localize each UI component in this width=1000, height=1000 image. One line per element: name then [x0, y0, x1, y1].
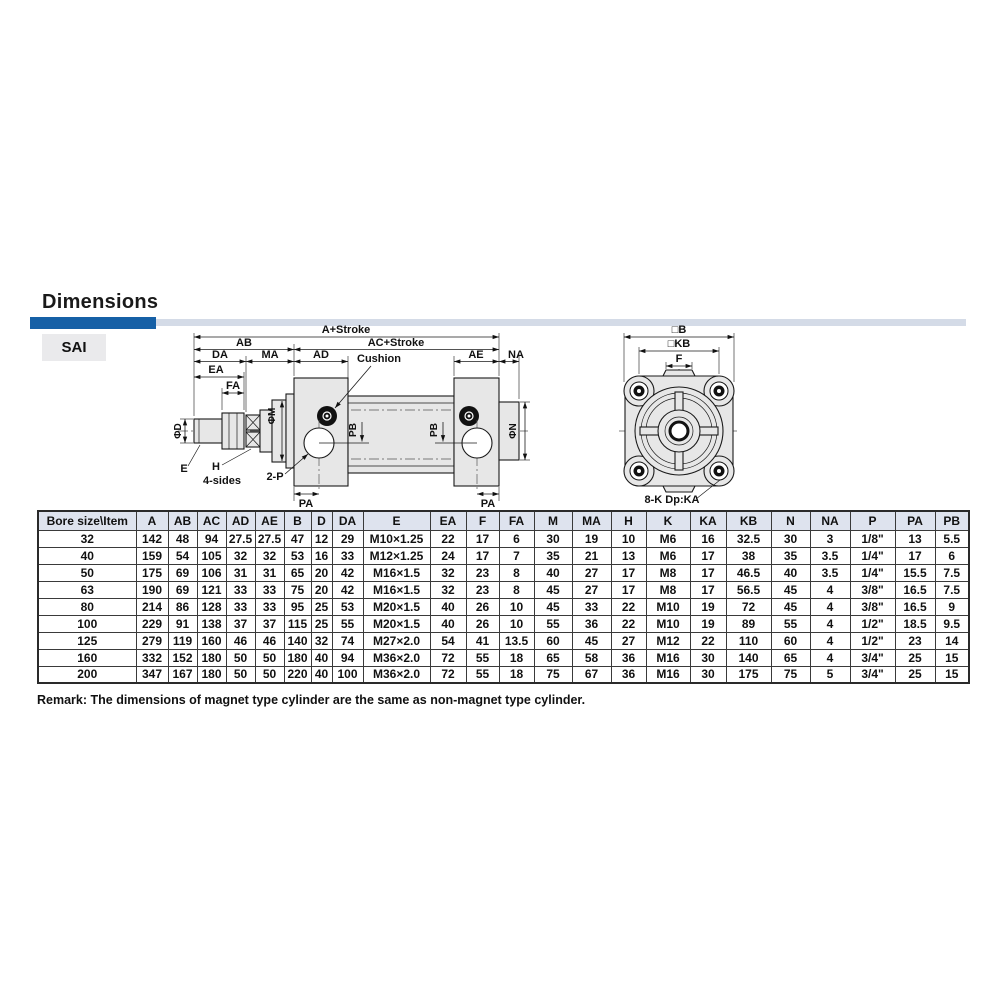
dim-label-f: F [675, 353, 683, 365]
dim-label-a-stroke: A+Stroke [321, 324, 371, 336]
dimension-cell: 21 [572, 547, 611, 564]
dimension-cell: 20 [311, 564, 332, 581]
dimensions-table-header-row [38, 511, 969, 530]
dimension-cell: 9.5 [935, 615, 969, 632]
dim-label-ac-stroke: AC+Stroke [367, 337, 425, 349]
dimension-cell: 50 [255, 649, 284, 666]
dimension-cell: 7 [499, 547, 534, 564]
dimension-cell: 128 [197, 598, 226, 615]
dimension-cell: 106 [197, 564, 226, 581]
dimension-cell: 17 [690, 547, 726, 564]
dimension-cell: 7.5 [935, 581, 969, 598]
callout-h: H [212, 461, 220, 473]
dimension-cell: 16.5 [895, 581, 935, 598]
dimension-cell: 40 [430, 598, 466, 615]
dimension-cell: 32 [430, 581, 466, 598]
dimension-cell: 86 [168, 598, 197, 615]
dimension-cell: 30 [771, 530, 810, 547]
dimension-cell: 8 [499, 581, 534, 598]
column-header-f: F [466, 511, 499, 530]
dimension-cell: 36 [611, 649, 646, 666]
dimension-cell: 33 [226, 598, 255, 615]
dimension-cell: 10 [499, 598, 534, 615]
mounting-hole [630, 462, 648, 480]
dimension-cell: 40 [311, 666, 332, 683]
dimension-cell: 65 [284, 564, 311, 581]
dimension-cell: 17 [611, 581, 646, 598]
dimension-cell: 95 [284, 598, 311, 615]
dimension-cell: 75 [534, 666, 572, 683]
dim-label-pb: PB [429, 423, 440, 437]
dimension-cell: 105 [197, 547, 226, 564]
dimension-cell: 46 [226, 632, 255, 649]
callout-cushion: Cushion [357, 353, 401, 365]
dimension-cell: 190 [136, 581, 168, 598]
dimension-cell: 220 [284, 666, 311, 683]
dimension-cell: 54 [168, 547, 197, 564]
dimension-cell: 58 [572, 649, 611, 666]
dimension-cell: 4 [810, 615, 850, 632]
dimension-cell: 55 [466, 649, 499, 666]
dimension-cell: 72 [726, 598, 771, 615]
dimension-cell: 15.5 [895, 564, 935, 581]
callout-mounting-holes: 8-K Dp:KA [644, 494, 700, 506]
dimension-cell: 60 [534, 632, 572, 649]
dimension-cell: M8 [646, 564, 690, 581]
dimension-cell: 45 [572, 632, 611, 649]
table-row [38, 581, 969, 598]
dimension-cell: M16×1.5 [363, 581, 430, 598]
dimension-cell: 30 [534, 530, 572, 547]
callout-four-sides: 4-sides [203, 475, 241, 487]
dimension-cell: 91 [168, 615, 197, 632]
dimension-cell: M10 [646, 615, 690, 632]
dimension-cell: 10 [499, 615, 534, 632]
dimension-cell: 180 [197, 649, 226, 666]
cushion-screw-icon [317, 406, 337, 426]
dim-label-phi-d: ΦD [173, 423, 184, 439]
dimension-cell: 48 [168, 530, 197, 547]
column-header-ac: AC [197, 511, 226, 530]
dimension-cell: 54 [430, 632, 466, 649]
column-header-b: B [284, 511, 311, 530]
dimension-cell: 167 [168, 666, 197, 683]
dimension-cell: 22 [430, 530, 466, 547]
bore-size-cell: 40 [38, 547, 136, 564]
table-row [38, 615, 969, 632]
dimension-cell: 140 [726, 649, 771, 666]
dimension-cell: 94 [197, 530, 226, 547]
dimension-cell: 75 [771, 666, 810, 683]
column-header-da: DA [332, 511, 363, 530]
dimension-cell: 22 [690, 632, 726, 649]
dim-label-ad: AD [313, 349, 329, 361]
dimension-cell: 40 [771, 564, 810, 581]
table-row [38, 666, 969, 683]
dimension-cell: 100 [332, 666, 363, 683]
title-accent-bar [30, 317, 156, 329]
dimension-cell: 23 [466, 581, 499, 598]
dimension-cell: 6 [499, 530, 534, 547]
dimension-cell: 110 [726, 632, 771, 649]
dimension-cell: 24 [430, 547, 466, 564]
dimension-cell: 26 [466, 598, 499, 615]
dimension-cell: M10 [646, 598, 690, 615]
dimension-cell: M20×1.5 [363, 615, 430, 632]
dimension-cell: 27.5 [226, 530, 255, 547]
dimension-cell: 42 [332, 581, 363, 598]
dimension-cell: M20×1.5 [363, 598, 430, 615]
column-header-ab: AB [168, 511, 197, 530]
dimension-cell: 29 [332, 530, 363, 547]
cylinder-side-view [173, 324, 530, 510]
dimension-cell: 121 [197, 581, 226, 598]
dimension-cell: 16 [690, 530, 726, 547]
dimension-cell: M6 [646, 530, 690, 547]
dim-label-square-b: □B [671, 324, 687, 336]
dimension-cell: 3/4" [850, 649, 895, 666]
dimension-cell: 214 [136, 598, 168, 615]
dimension-cell: 53 [284, 547, 311, 564]
dimension-cell: 22 [611, 615, 646, 632]
column-header-h: H [611, 511, 646, 530]
dimension-cell: 229 [136, 615, 168, 632]
dimension-cell: 60 [771, 632, 810, 649]
dimension-cell: 138 [197, 615, 226, 632]
dimension-cell: 12 [311, 530, 332, 547]
dimension-cell: 33 [255, 581, 284, 598]
mounting-hole [710, 462, 728, 480]
column-header-a: A [136, 511, 168, 530]
dimension-cell: 19 [690, 615, 726, 632]
dimension-cell: 13.5 [499, 632, 534, 649]
dimension-cell: 17 [895, 547, 935, 564]
dimension-cell: 23 [895, 632, 935, 649]
dimension-cell: 69 [168, 564, 197, 581]
dimension-cell: 69 [168, 581, 197, 598]
dimension-cell: 175 [726, 666, 771, 683]
dimension-cell: M16×1.5 [363, 564, 430, 581]
dimension-cell: 17 [690, 581, 726, 598]
dimension-cell: 50 [255, 666, 284, 683]
column-header-bore-size-item: Bore size\Item [38, 511, 136, 530]
dim-label-pb: PB [348, 423, 359, 437]
dim-label-phi-m: ΦM [267, 407, 278, 425]
column-header-kb: KB [726, 511, 771, 530]
dim-label-ea: EA [208, 364, 224, 376]
dimension-cell: 94 [332, 649, 363, 666]
table-row [38, 547, 969, 564]
dimension-cell: 27.5 [255, 530, 284, 547]
column-header-p: P [850, 511, 895, 530]
dimension-cell: 41 [466, 632, 499, 649]
dimension-cell: 50 [226, 666, 255, 683]
dimension-cell: 65 [771, 649, 810, 666]
dimension-cell: 8 [499, 564, 534, 581]
dim-label-pa: PA [480, 498, 496, 510]
dimension-cell: 36 [572, 615, 611, 632]
dim-label-fa: FA [225, 380, 241, 392]
dimension-cell: 72 [430, 649, 466, 666]
dimension-cell: 33 [255, 598, 284, 615]
dimension-cell: M27×2.0 [363, 632, 430, 649]
dimension-cell: 67 [572, 666, 611, 683]
dimension-cell: 4 [810, 581, 850, 598]
dimension-cell: 279 [136, 632, 168, 649]
dimension-cell: 7.5 [935, 564, 969, 581]
dimension-cell: 14 [935, 632, 969, 649]
dimension-cell: 3/8" [850, 581, 895, 598]
series-badge: SAI [42, 334, 106, 361]
column-header-fa: FA [499, 511, 534, 530]
dim-label-square-kb: □KB [667, 338, 691, 350]
dimension-cell: 1/4" [850, 547, 895, 564]
dimension-cell: 55 [771, 615, 810, 632]
dimension-cell: 89 [726, 615, 771, 632]
dimension-cell: 30 [690, 666, 726, 683]
dimension-cell: 119 [168, 632, 197, 649]
dimension-cell: 30 [690, 649, 726, 666]
callout-e: E [180, 463, 188, 475]
dimension-cell: 160 [197, 632, 226, 649]
remark-text: Remark: The dimensions of magnet type cylinder are the same as non-magnet type cylinder. [37, 693, 586, 707]
dimension-cell: 175 [136, 564, 168, 581]
table-row [38, 649, 969, 666]
dimension-cell: 115 [284, 615, 311, 632]
dimension-cell: 40 [430, 615, 466, 632]
dimension-cell: 32 [226, 547, 255, 564]
dimension-cell: M16 [646, 666, 690, 683]
table-row [38, 632, 969, 649]
dimension-cell: 32.5 [726, 530, 771, 547]
dim-label-da: DA [212, 349, 228, 361]
column-header-ae: AE [255, 511, 284, 530]
dimension-cell: M12×1.25 [363, 547, 430, 564]
bore-size-cell: 32 [38, 530, 136, 547]
dimension-cell: 31 [255, 564, 284, 581]
dimension-cell: 72 [430, 666, 466, 683]
column-header-ad: AD [226, 511, 255, 530]
dimension-cell: 152 [168, 649, 197, 666]
dimension-cell: 25 [311, 598, 332, 615]
dimension-cell: 50 [226, 649, 255, 666]
dimension-cell: 180 [197, 666, 226, 683]
dimension-cell: 140 [284, 632, 311, 649]
dimension-cell: 3/4" [850, 666, 895, 683]
mounting-hole [710, 382, 728, 400]
dimension-cell: 5.5 [935, 530, 969, 547]
dimension-cell: 33 [332, 547, 363, 564]
dimension-cell: 20 [311, 581, 332, 598]
cushion-screw-icon [459, 406, 479, 426]
dimension-cell: 17 [690, 564, 726, 581]
dimension-cell: 4 [810, 649, 850, 666]
dimension-cell: 53 [332, 598, 363, 615]
dimension-cell: 17 [466, 530, 499, 547]
dimension-cell: 159 [136, 547, 168, 564]
column-header-e: E [363, 511, 430, 530]
dimension-cell: 1/8" [850, 530, 895, 547]
dimension-cell: 25 [895, 649, 935, 666]
dimension-cell: M16 [646, 649, 690, 666]
table-row [38, 598, 969, 615]
dimension-cell: 38 [726, 547, 771, 564]
dim-label-phi-n: ΦN [508, 423, 519, 439]
bore-size-cell: 80 [38, 598, 136, 615]
dimension-cell: 65 [534, 649, 572, 666]
column-header-pb: PB [935, 511, 969, 530]
dimension-cell: 5 [810, 666, 850, 683]
dim-label-ae: AE [468, 349, 484, 361]
dimension-cell: 15 [935, 649, 969, 666]
page-title: Dimensions [42, 291, 159, 313]
dim-label-pa: PA [298, 498, 314, 510]
dimension-cell: 16 [311, 547, 332, 564]
dimension-cell: 37 [226, 615, 255, 632]
bore-size-cell: 125 [38, 632, 136, 649]
column-header-d: D [311, 511, 332, 530]
dimension-cell: 3.5 [810, 564, 850, 581]
dimension-cell: 55 [534, 615, 572, 632]
dimension-cell: 75 [284, 581, 311, 598]
dimension-cell: 1/4" [850, 564, 895, 581]
dimension-cell: 32 [255, 547, 284, 564]
dimension-cell: 45 [534, 581, 572, 598]
column-header-m: M [534, 511, 572, 530]
dimension-cell: 15 [935, 666, 969, 683]
dimension-cell: 19 [690, 598, 726, 615]
dimension-cell: 1/2" [850, 632, 895, 649]
dimension-cell: 32 [430, 564, 466, 581]
dimension-cell: 46.5 [726, 564, 771, 581]
bore-size-cell: 160 [38, 649, 136, 666]
dimension-cell: 35 [771, 547, 810, 564]
dimension-cell: 26 [466, 615, 499, 632]
dimension-cell: 40 [534, 564, 572, 581]
dimension-cell: 23 [466, 564, 499, 581]
dimension-cell: 13 [611, 547, 646, 564]
dimension-cell: 18 [499, 666, 534, 683]
dimension-cell: 45 [534, 598, 572, 615]
column-header-pa: PA [895, 511, 935, 530]
dimension-cell: 47 [284, 530, 311, 547]
dimensions-table [37, 510, 970, 684]
bore-size-cell: 50 [38, 564, 136, 581]
dimension-cell: 33 [226, 581, 255, 598]
dimension-cell: 3 [810, 530, 850, 547]
dimension-cell: 332 [136, 649, 168, 666]
callout-two-p: 2-P [266, 471, 284, 483]
dimension-cell: 16.5 [895, 598, 935, 615]
dimension-cell: 74 [332, 632, 363, 649]
column-header-ka: KA [690, 511, 726, 530]
cylinder-end-view [619, 324, 739, 506]
dim-label-ab: AB [236, 337, 252, 349]
dimension-cell: M36×2.0 [363, 649, 430, 666]
dimension-cell: 22 [611, 598, 646, 615]
dimension-cell: 27 [572, 564, 611, 581]
dimension-cell: 9 [935, 598, 969, 615]
dimension-cell: 33 [572, 598, 611, 615]
dimension-cell: 4 [810, 632, 850, 649]
dimension-cell: 55 [332, 615, 363, 632]
dimension-cell: 27 [572, 581, 611, 598]
dimension-cell: M12 [646, 632, 690, 649]
dimension-cell: 3/8" [850, 598, 895, 615]
dimension-cell: 40 [311, 649, 332, 666]
table-row [38, 530, 969, 547]
column-header-k: K [646, 511, 690, 530]
dimension-cell: 142 [136, 530, 168, 547]
dimension-cell: 45 [771, 581, 810, 598]
dimension-cell: 10 [611, 530, 646, 547]
mounting-hole [630, 382, 648, 400]
dimension-cell: 4 [810, 598, 850, 615]
dimension-cell: 35 [534, 547, 572, 564]
bore-size-cell: 63 [38, 581, 136, 598]
bore-size-cell: 100 [38, 615, 136, 632]
dimension-cell: 6 [935, 547, 969, 564]
dimension-cell: 18.5 [895, 615, 935, 632]
table-row [38, 564, 969, 581]
column-header-na: NA [810, 511, 850, 530]
column-header-ea: EA [430, 511, 466, 530]
bore-size-cell: 200 [38, 666, 136, 683]
dimension-cell: 32 [311, 632, 332, 649]
dimension-cell: 18 [499, 649, 534, 666]
dimension-cell: 19 [572, 530, 611, 547]
dimension-cell: 36 [611, 666, 646, 683]
dimension-cell: 347 [136, 666, 168, 683]
dimensions-table-body [38, 530, 969, 683]
technical-drawing [172, 320, 772, 512]
dim-label-na: NA [508, 349, 524, 361]
dimension-cell: 1/2" [850, 615, 895, 632]
dimension-cell: 3.5 [810, 547, 850, 564]
dimension-cell: M36×2.0 [363, 666, 430, 683]
dimension-cell: 37 [255, 615, 284, 632]
dimension-cell: 45 [771, 598, 810, 615]
dimension-cell: M10×1.25 [363, 530, 430, 547]
dimension-cell: 17 [466, 547, 499, 564]
dimension-cell: 25 [311, 615, 332, 632]
dimension-cell: 180 [284, 649, 311, 666]
dim-label-ma: MA [261, 349, 279, 361]
column-header-ma: MA [572, 511, 611, 530]
dimension-cell: 31 [226, 564, 255, 581]
dimension-cell: 27 [611, 632, 646, 649]
dimension-cell: M8 [646, 581, 690, 598]
dimension-cell: M6 [646, 547, 690, 564]
dimension-cell: 17 [611, 564, 646, 581]
dimension-cell: 13 [895, 530, 935, 547]
dimension-cell: 25 [895, 666, 935, 683]
dimension-cell: 56.5 [726, 581, 771, 598]
dimension-cell: 42 [332, 564, 363, 581]
dimension-cell: 46 [255, 632, 284, 649]
column-header-n: N [771, 511, 810, 530]
dimension-cell: 55 [466, 666, 499, 683]
